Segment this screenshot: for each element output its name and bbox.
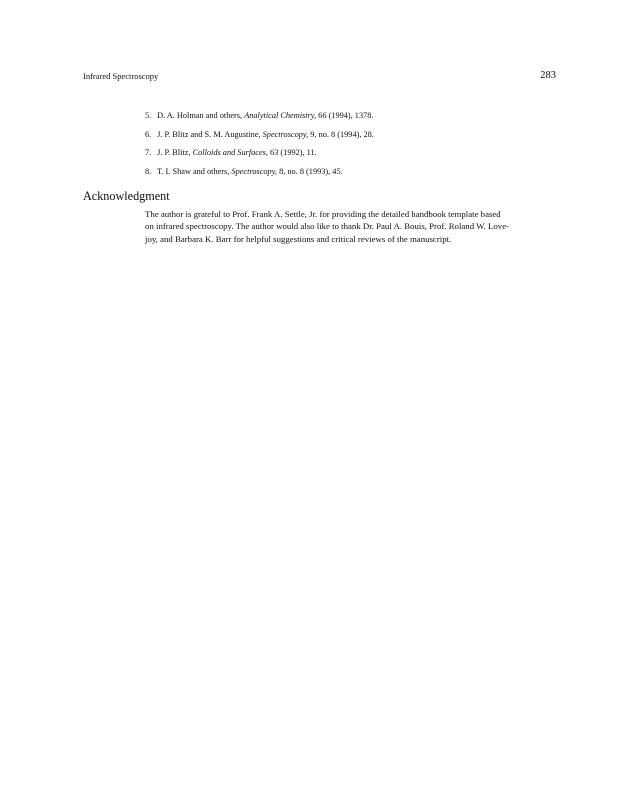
- reference-list: [145, 110, 556, 184]
- reference-journal: Spectroscopy,: [262, 129, 309, 139]
- reference-item: [145, 110, 556, 129]
- reference-authors: D. A. Holman and others,: [157, 111, 245, 120]
- running-head-title: Infrared Spectroscopy: [83, 71, 159, 81]
- acknowledgment-line: joy, and Barbara K. Barr for helpful suggestions and critical reviews of the manuscript.: [145, 233, 452, 244]
- reference-item: [145, 129, 556, 148]
- page-number: 283: [540, 70, 556, 81]
- acknowledgment-line: The author is grateful to Prof. Frank A. Settle, Jr. for providing the detailed handbook template based: [145, 209, 501, 219]
- reference-authors: J. P. Blitz,: [157, 148, 193, 158]
- reference-number: 6.: [145, 129, 152, 139]
- reference-details: 9, no. 8 (1994), 28.: [308, 129, 374, 139]
- running-head: [83, 69, 556, 83]
- reference-number: 5.: [145, 111, 152, 120]
- reference-number: 7.: [145, 148, 152, 158]
- acknowledgment-line: on infrared spectroscopy. The author would also like to thank Dr. Paul A. Bouis, Prof. Roland W. Love-: [145, 221, 510, 232]
- reference-journal: Spectroscopy,: [231, 166, 277, 176]
- reference-number: 8.: [145, 166, 152, 176]
- reference-details: 8, no. 8 (1993), 45.: [277, 166, 343, 176]
- acknowledgment-paragraph: [145, 208, 556, 245]
- reference-journal: Analytical Chemistry,: [244, 111, 317, 120]
- reference-details: 66 (1994), 1378.: [316, 111, 374, 120]
- reference-authors: T. I. Shaw and others,: [156, 166, 232, 176]
- reference-journal: Colloids and Surfaces,: [192, 148, 268, 158]
- reference-authors: J. P. Blitz and S. M. Augustine,: [157, 129, 263, 139]
- reference-item: [145, 147, 556, 166]
- reference-item: [145, 166, 556, 185]
- acknowledgment-heading: Acknowledgment: [83, 189, 170, 203]
- reference-details: 63 (1992), 11.: [267, 148, 317, 158]
